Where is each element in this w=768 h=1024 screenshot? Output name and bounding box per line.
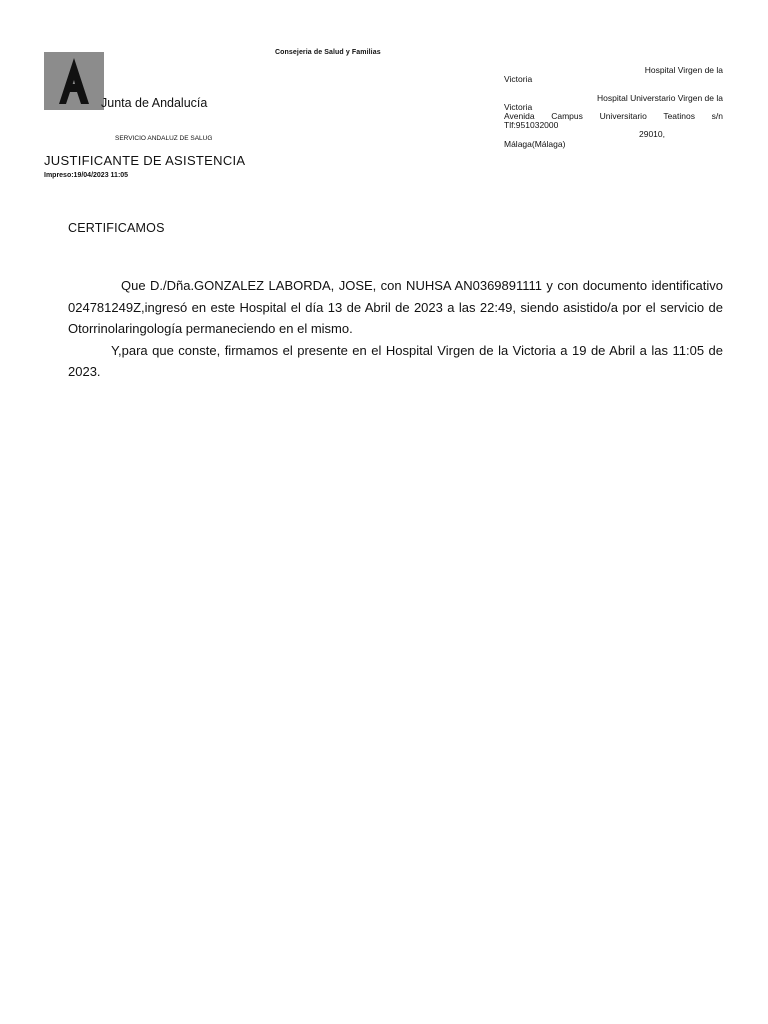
junta-andalucia-logo-icon — [44, 52, 104, 110]
address-line: Avenida Campus Universitario Teatinos s/n — [504, 111, 723, 121]
consejeria-heading: Consejeria de Salud y Familias — [275, 49, 381, 56]
document-title: JUSTIFICANTE DE ASISTENCIA — [44, 153, 246, 168]
printed-timestamp: Impreso:19/04/2023 11:05 — [44, 172, 129, 179]
address-line: Hospital Virgen de la — [644, 65, 723, 75]
address-line: Málaga(Málaga) — [504, 139, 566, 149]
certify-heading: CERTIFICAMOS — [68, 221, 165, 235]
address-line: Hospital Universtario Virgen de la — [597, 93, 723, 103]
hospital-address — [504, 66, 723, 149]
certificate-body — [68, 275, 723, 383]
attendance-paragraph: Que D./Dña.GONZALEZ LABORDA, JOSE, con NUHSA AN0369891111 y con documento identificativo 024781249Z,ingresó en este Hospital el día 13 de Abril de 2023 a las 22:49, siendo asistido/a por el servicio de Otorrinolaringología permaneciendo en el mismo. — [68, 278, 723, 336]
phone-number: Tlf:951032000 — [504, 120, 559, 130]
organization-name: Junta de Andalucía — [101, 96, 208, 110]
postal-code: 29010, — [639, 129, 665, 139]
service-name: SERVICIO ANDALUZ DE SALUG — [115, 135, 213, 142]
address-line: Victoria — [504, 102, 533, 112]
address-line: Victoria — [504, 74, 533, 84]
closing-paragraph: Y,para que conste, firmamos el presente en el Hospital Virgen de la Victoria a 19 de Abril a las 11:05 de 2023. — [68, 342, 723, 379]
